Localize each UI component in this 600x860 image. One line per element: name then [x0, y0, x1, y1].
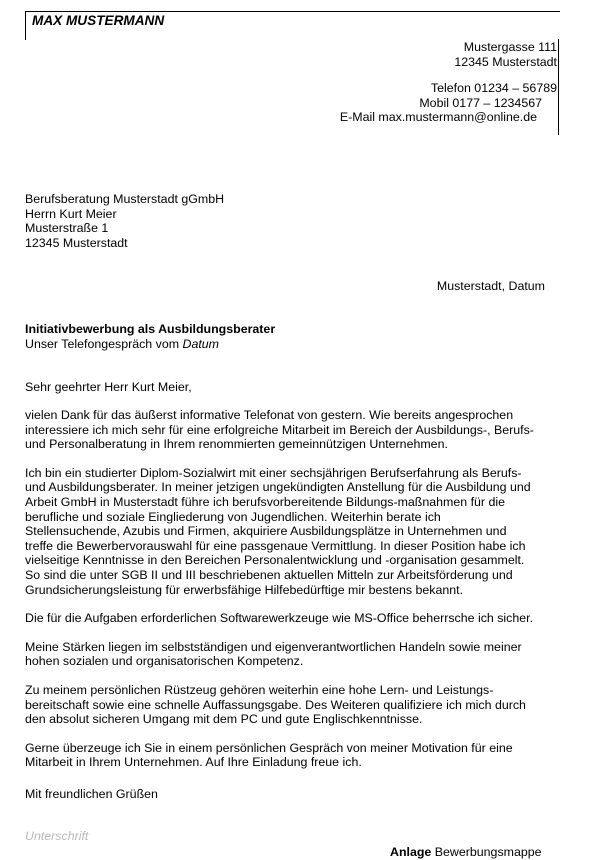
sender-name-box — [25, 11, 560, 40]
sender-contact — [257, 81, 557, 125]
recipient-street: Musterstraße 1 — [25, 221, 109, 236]
signature-placeholder: Unterschrift — [25, 829, 89, 843]
subject-block — [25, 322, 275, 351]
paragraph-5: Zu meinem persönlichen Rüstzeug gehören weiterhin eine hohe Lern- und Leistungs- bereitschaft sowie eine schnelle Auffassungsgabe. Des Weiteren qualifiziere ich mich durch den absolut sicheren Umgang mit dem PC und gute Englischkenntnisse. — [25, 682, 526, 727]
enclosure — [390, 845, 542, 860]
recipient-city: 12345 Musterstadt — [25, 235, 128, 250]
sender-mobile: Mobil 0177 – 1234567 — [419, 95, 542, 110]
enclosure-label: Anlage — [390, 845, 432, 859]
sender-phone: Telefon 01234 – 56789 — [430, 81, 557, 95]
subject-title: Initiativbewerbung als Ausbildungsberater — [25, 322, 276, 336]
address-divider — [558, 39, 559, 135]
sender-street: Mustergasse 111 — [463, 40, 557, 54]
recipient-person: Herrn Kurt Meier — [25, 206, 117, 221]
subject-reference — [25, 337, 275, 352]
enclosure-text: Bewerbungsmappe — [431, 845, 542, 859]
subject-reference-prefix: Unser Telefongespräch vom — [25, 336, 183, 351]
recipient-address — [25, 192, 224, 250]
paragraph-3: Die für die Aufgaben erforderlichen Softwarewerkzeuge wie MS-Office beherrsche ich sicher. — [25, 611, 534, 626]
date-line: Musterstadt, Datum — [436, 279, 545, 293]
closing: Mit freundlichen Grüßen — [25, 787, 158, 801]
paragraph-6: Gerne überzeuge ich Sie in einem persönlichen Gespräch von meiner Motivation für eine Mitarbeit in Ihrem Unternehmen. Auf Ihre Einladung freue ich. — [25, 740, 513, 770]
paragraph-1: vielen Dank für das äußerst informative Telefonat von gestern. Wie bereits angesprochen interessiere ich mich sehr für eine erfolgreiche Mitarbeit im Bereich der Ausbildungs-, Berufs- und Personalberatung in Ihrem renommierten gemeinnützigen Unternehmen. — [25, 408, 534, 452]
paragraph-2: Ich bin ein studierter Diplom-Sozialwirt mit einer sechsjährigen Berufserfahrung als Berufs- und Ausbildungsberater. In meiner jetzigen ungekündigten Anstellung für die Ausbildung und Arbeit GmbH in Musterstadt führe ich berufsvorbereitende Bildungs-maßnahmen für die berufliche und soziale Eingliederung von Jugendlichen. Weiterhin berate ich Stellensuchende, Azubis und Firmen, akquiriere Ausbildungsplätze in Unternehmen und treffe die Bewerbervorauswahl für eine passgenaue Vermittlung. In dieser Position habe ich vielseitige Kenntnisse in den Bereichen Personalentwicklung und -organisation gesammelt. So sind die unter SGB II und III beschriebenen aktuellen Mitteln zur Arbeitsförderung und Grundsicherungsleistung für erwerbsfähige Hilfebedürftige mir bestens bekannt. — [25, 465, 531, 597]
paragraph-4: Meine Stärken liegen im selbstständigen und eigenverantwortlichen Handeln sowie meiner hohen sozialen und organisatorischen Kompetenz. — [25, 639, 522, 669]
sender-name: MAX MUSTERMANN — [32, 13, 165, 28]
letter-body — [25, 408, 553, 784]
recipient-company: Berufsberatung Musterstadt gGmbH — [25, 192, 225, 206]
subject-reference-date: Datum — [182, 336, 219, 351]
sender-address — [257, 40, 557, 69]
sender-email: E-Mail max.mustermann@online.de — [339, 110, 537, 125]
sender-city: 12345 Musterstadt — [454, 54, 557, 69]
salutation: Sehr geehrter Herr Kurt Meier, — [25, 380, 192, 394]
